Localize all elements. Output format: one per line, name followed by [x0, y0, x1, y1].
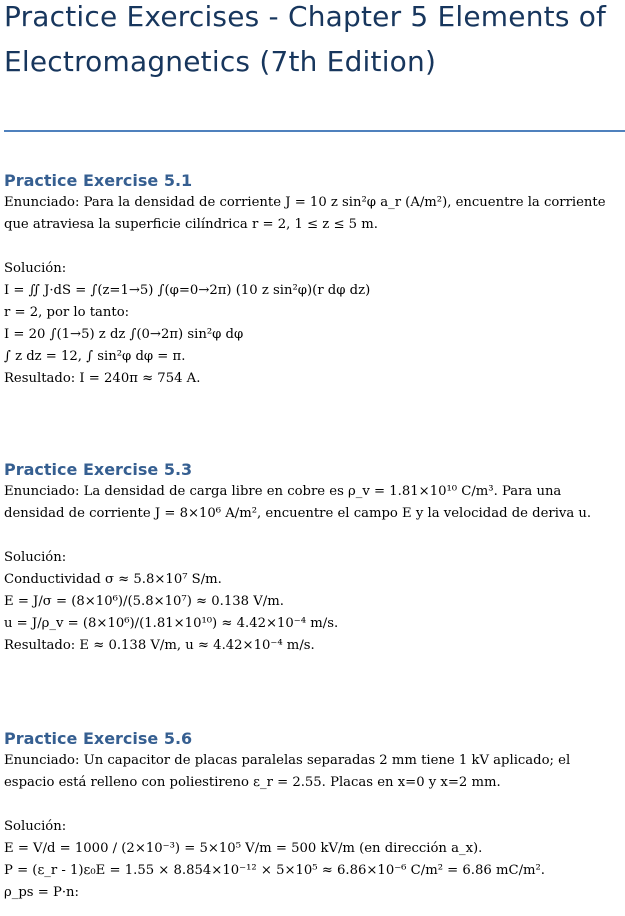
exercise-5-3	[4, 459, 620, 657]
exercise-statement	[4, 192, 620, 236]
solution-line: I = ∬ J·dS = ∫(z=1→5) ∫(φ=0→2π) (10 z sin²φ)(r dφ dz)	[4, 283, 371, 298]
solution-line: ρ_ps = P·n:	[4, 885, 79, 900]
statement-text: Un capacitor de placas paralelas separadas 2 mm tiene 1 kV aplicado; el espacio está relleno con poliestireno ε_r = 2.55. Placas en x=0 y x=2 mm.	[4, 753, 571, 790]
solution-line: E = J/σ = (8×10⁶)/(5.8×10⁷) ≈ 0.138 V/m.	[4, 594, 284, 609]
solution-result: Resultado: E ≈ 0.138 V/m, u ≈ 4.42×10⁻⁴ m/s.	[4, 638, 315, 653]
exercise-statement	[4, 750, 620, 794]
spacer	[4, 525, 620, 547]
solution-label: Solución:	[4, 819, 67, 834]
solution-line: I = 20 ∫(1→5) z dz ∫(0→2π) sin²φ dφ	[4, 327, 244, 342]
statement-label: Enunciado:	[4, 484, 84, 499]
exercise-statement	[4, 481, 620, 525]
solution-line: u = J/ρ_v = (8×10⁶)/(1.81×10¹⁰) ≈ 4.42×10⁻⁴ m/s.	[4, 616, 339, 631]
statement-label: Enunciado:	[4, 195, 84, 210]
statement-text: Para la densidad de corriente J = 10 z sin²φ a_r (A/m²), encuentre la corriente que atraviesa la superficie cilíndrica r = 2, 1 ≤ z ≤ 5 m.	[4, 195, 606, 232]
exercise-heading: Practice Exercise 5.1	[4, 171, 193, 190]
exercise-heading: Practice Exercise 5.3	[4, 460, 193, 479]
spacer	[4, 794, 620, 816]
solution-label: Solución:	[4, 261, 67, 276]
statement-text: La densidad de carga libre en cobre es ρ_v = 1.81×10¹⁰ C/m³. Para una densidad de corriente J = 8×10⁶ A/m², encuentre el campo E y la velocidad de deriva u.	[4, 484, 592, 521]
solution-label: Solución:	[4, 550, 67, 565]
solution-line: Conductividad σ ≈ 5.8×10⁷ S/m.	[4, 572, 222, 587]
solution-line: E = V/d = 1000 / (2×10⁻³) = 5×10⁵ V/m = 500 kV/m (en dirección a_x).	[4, 841, 483, 856]
solution-result: Resultado: I = 240π ≈ 754 A.	[4, 371, 201, 386]
document-title: Practice Exercises - Chapter 5 Elements of Electromagnetics (7th Edition)	[4, 0, 607, 78]
exercise-5-6	[4, 728, 620, 904]
title-underline	[4, 130, 625, 132]
statement-label: Enunciado:	[4, 753, 84, 768]
exercise-heading: Practice Exercise 5.6	[4, 729, 193, 748]
solution-line: P = (ε_r - 1)ε₀E = 1.55 × 8.854×10⁻¹² × 5×10⁵ ≈ 6.86×10⁻⁶ C/m² = 6.86 mC/m².	[4, 863, 545, 878]
spacer	[4, 236, 620, 258]
solution-line: ∫ z dz = 12, ∫ sin²φ dφ = π.	[4, 349, 186, 364]
exercise-5-1	[4, 170, 620, 390]
solution-line: r = 2, por lo tanto:	[4, 305, 130, 320]
